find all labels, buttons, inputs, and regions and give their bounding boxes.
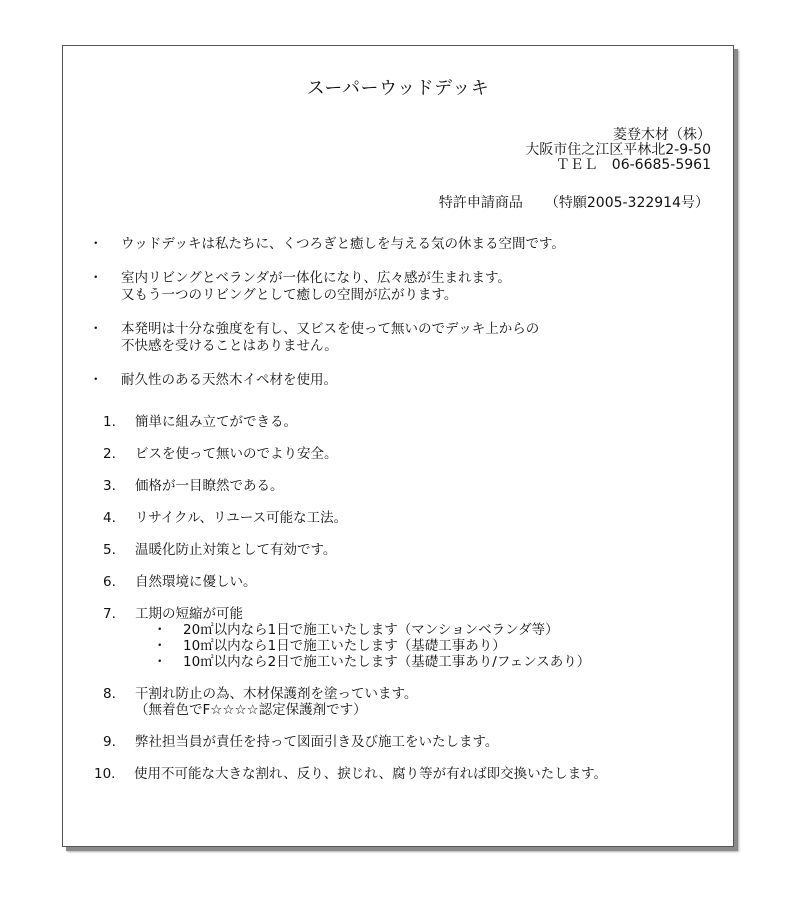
item-text: 干割れ防止の為、木材保護剤を塗っています。: [135, 686, 418, 702]
item-number: 8.: [103, 686, 116, 702]
numbered-item: [103, 510, 607, 526]
item-text: 工期の短縮が可能: [135, 606, 243, 622]
sub-item: [153, 638, 607, 654]
bullet-dot: ・: [153, 638, 167, 654]
bullet-item: [89, 321, 565, 355]
item-number: 3.: [103, 478, 116, 494]
numbered-item: [103, 446, 607, 462]
page-title: スーパーウッドデッキ: [306, 78, 490, 99]
bullet-item: [89, 236, 565, 253]
item-number: 5.: [103, 542, 116, 558]
sub-item-text: 10㎡以内なら1日で施工いたします（基礎工事あり）: [183, 638, 506, 654]
patent-label: 特許申請商品: [438, 195, 523, 211]
bullet-dot: ・: [89, 372, 103, 388]
patent-number: （特願2005-322914号）: [544, 195, 709, 211]
bullet-dot: ・: [89, 321, 103, 337]
company-address: 大阪市住之江区平林北2-9-50: [525, 142, 711, 158]
bullet-text: 室内リビングとベランダが一体化になり、広々感が生まれます。: [121, 270, 511, 286]
numbered-item: [103, 734, 607, 750]
company-tel: ＴＥＬ 06-6685-5961: [555, 157, 711, 173]
bullet-text: 本発明は十分な強度を有し、又ビスを使って無いのでデッキ上からの: [121, 321, 540, 337]
item-number: 4.: [103, 510, 116, 526]
bullet-dot: ・: [89, 270, 103, 286]
bullet-text: ウッドデッキは私たちに、くつろぎと癒しを与える気の休まる空間です。: [121, 236, 565, 252]
numbered-list: [94, 414, 608, 798]
bullet-dot: ・: [153, 654, 167, 670]
item-text: 使用不可能な大きな割れ、反り、捩じれ、腐り等が有れば即交換いたします。: [134, 766, 608, 782]
patent-info: [439, 192, 709, 212]
bullet-text: 不快感を受けることはありません。: [121, 338, 338, 354]
item-number: 6.: [103, 574, 116, 590]
numbered-item: [103, 542, 607, 558]
item-number: 9.: [103, 734, 116, 750]
item-number: 7.: [103, 606, 116, 622]
company-info: [525, 128, 711, 173]
bullet-text: 又もう一つのリビングとして癒しの空間が広がります。: [121, 287, 458, 303]
bullet-dot: ・: [89, 236, 103, 252]
numbered-item: [103, 414, 607, 430]
document-page: [62, 45, 734, 847]
item-text: 弊社担当員が責任を持って図面引き及び施工をいたします。: [135, 734, 499, 750]
numbered-item: [103, 686, 607, 718]
bullet-dot: ・: [153, 622, 167, 638]
numbered-item: [103, 606, 607, 670]
item-text: ビスを使って無いのでより安全。: [135, 446, 338, 462]
item-number: 2.: [103, 446, 116, 462]
sub-list: [153, 622, 607, 670]
company-name: 菱登木材（株）: [613, 127, 711, 143]
sub-item: [153, 622, 607, 638]
item-text: 価格が一目瞭然である。: [135, 478, 284, 494]
item-text: 自然環境に優しい。: [135, 574, 257, 590]
bullet-text: 耐久性のある天然木イペ材を使用。: [121, 372, 337, 388]
item-number: 10.: [94, 766, 116, 782]
item-text: リサイクル、リユース可能な工法。: [135, 510, 348, 526]
item-text: 簡単に組み立てができる。: [135, 414, 297, 430]
bullet-item: [89, 372, 565, 389]
item-text-continued: （無着色でF☆☆☆☆認定保護剤です）: [135, 702, 367, 718]
numbered-item: [94, 766, 607, 782]
sub-item: [153, 654, 607, 670]
numbered-item: [103, 478, 607, 494]
item-number: 1.: [103, 414, 116, 430]
numbered-item: [103, 574, 607, 590]
sub-item-text: 20㎡以内なら1日で施工いたします（マンションベランダ等）: [183, 622, 559, 638]
bullet-item: [89, 270, 565, 304]
item-text: 温暖化防止対策として有効です。: [135, 542, 337, 558]
bullet-list: [89, 236, 565, 406]
sub-item-text: 10㎡以内なら2日で施工いたします（基礎工事あり/フェンスあり）: [183, 654, 591, 670]
